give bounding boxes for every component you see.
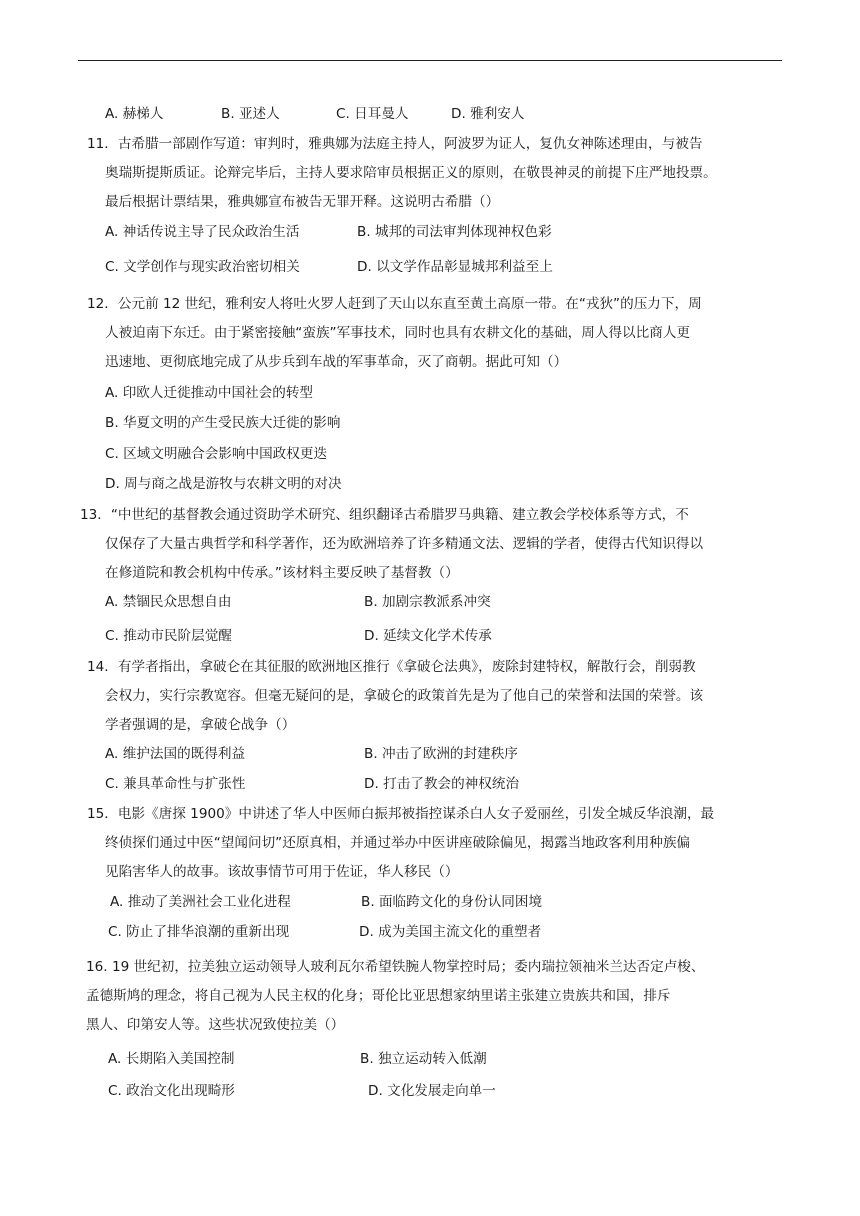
question-16-stem-line-3: 黑人、印第安人等。这些状况致使拉美（）	[86, 1017, 345, 1033]
option-c: C. 区域文明融合会影响中国政权更迭	[105, 446, 328, 462]
option-c: C. 日耳曼人	[336, 106, 409, 122]
question-15-stem-line-1: 15．电影《唐探 1900》中讲述了华人中医师白振邦被指控谋杀白人女子爱丽丝，引发全城反华浪潮，最	[87, 806, 715, 822]
question-16-stem-line-2: 孟德斯鸠的理念，将自己视为人民主权的化身；哥伦比亚思想家纳里诺主张建立贵族共和国，排斥	[86, 988, 671, 1004]
option-a: A. 推动了美洲社会工业化进程	[110, 894, 291, 910]
question-15-stem-line-2: 终侦探们通过中医“望闻问切”还原真相，并通过举办中医讲座破除偏见，揭露当地政客利用种族偏	[105, 835, 691, 851]
option-a: A. 印欧人迁徙推动中国社会的转型	[105, 385, 314, 401]
question-13-stem-line-3: 在修道院和教会机构中传承。”该材料主要反映了基督教（）	[105, 565, 459, 581]
question-11-stem-line-3: 最后根据计票结果，雅典娜宣布被告无罪开释。这说明古希腊（）	[105, 194, 500, 210]
option-d: D. 以文学作品彰显城邦利益至上	[357, 259, 553, 275]
option-d: D. 雅利安人	[451, 106, 525, 122]
option-d: D. 周与商之战是游牧与农耕文明的对决	[105, 476, 342, 492]
option-c: C. 兼具革命性与扩张性	[105, 776, 246, 792]
option-d: D. 延续文化学术传承	[364, 628, 492, 644]
header-rule	[78, 60, 782, 61]
option-c: C. 政治文化出现畸形	[108, 1083, 235, 1099]
question-11-stem-line-2: 奥瑞斯提斯质证。论辩完毕后，主持人要求陪审员根据正义的原则，在敬畏神灵的前提下庄严地投票。	[105, 165, 717, 181]
option-d: D. 打击了教会的神权统治	[364, 776, 520, 792]
option-c: C. 推动市民阶层觉醒	[105, 628, 232, 644]
option-b: B. 加剧宗教派系冲突	[364, 594, 491, 610]
option-b: B. 亚述人	[221, 106, 280, 122]
option-c: C. 防止了排华浪潮的重新出现	[108, 924, 290, 940]
option-a: A. 长期陷入美国控制	[108, 1051, 235, 1067]
question-13-stem-line-2: 仅保存了大量古典哲学和科学著作，还为欧洲培养了许多精通文法、逻辑的学者，使得古代知识得以	[105, 536, 704, 552]
question-15-stem-line-3: 见陷害华人的故事。该故事情节可用于佐证，华人移民（）	[105, 864, 459, 880]
option-c: C. 文学创作与现实政治密切相关	[105, 259, 300, 275]
option-d: D. 文化发展走向单一	[368, 1083, 496, 1099]
option-a: A. 赫梯人	[105, 106, 164, 122]
question-12-stem-line-3: 迅速地、更彻底地完成了从步兵到车战的军事革命，灭了商朝。据此可知（）	[105, 354, 568, 370]
option-b: B. 面临跨文化的身份认同困境	[361, 894, 543, 910]
question-14-stem-line-2: 会权力，实行宗教宽容。但毫无疑问的是，拿破仑的政策首先是为了他自己的荣誉和法国的荣誉。该	[105, 688, 704, 704]
question-12-stem-line-1: 12．公元前 12 世纪，雅利安人将吐火罗人赶到了天山以东直至黄土高原一带。在“戎狄”的压力下，周	[87, 296, 702, 312]
option-a: A. 禁锢民众思想自由	[105, 594, 232, 610]
question-13-stem-line-1: 13．“中世纪的基督教会通过资助学术研究、组织翻译古希腊罗马典籍、建立教会学校体系等方式，不	[80, 507, 689, 523]
option-a: A. 神话传说主导了民众政治生活	[105, 224, 300, 240]
option-b: B. 冲击了欧洲的封建秩序	[364, 746, 518, 762]
option-b: B. 城邦的司法审判体现神权色彩	[357, 224, 552, 240]
option-a: A. 维护法国的既得利益	[105, 746, 246, 762]
option-b: B. 华夏文明的产生受民族大迁徙的影响	[105, 415, 341, 431]
question-14-stem-line-1: 14．有学者指出，拿破仑在其征服的欧洲地区推行《拿破仑法典》，废除封建特权，解散行会，削弱教	[87, 659, 696, 675]
question-11-stem-line-1: 11．古希腊一部剧作写道：审判时，雅典娜为法庭主持人，阿波罗为证人，复仇女神陈述理由，与被告	[87, 136, 703, 152]
question-14-stem-line-3: 学者强调的是，拿破仑战争（）	[105, 717, 296, 733]
option-b: B. 独立运动转入低潮	[360, 1051, 487, 1067]
option-d: D. 成为美国主流文化的重塑者	[359, 924, 542, 940]
question-12-stem-line-2: 人被迫南下东迁。由于紧密接触“蛮族”军事技术，同时也具有农耕文化的基础，周人得以比商人更	[105, 325, 691, 341]
question-16-stem-line-1: 16. 19 世纪初，拉美独立运动领导人玻利瓦尔希望铁腕人物掌控时局；委内瑞拉领袖米兰达否定卢梭、	[86, 959, 705, 975]
